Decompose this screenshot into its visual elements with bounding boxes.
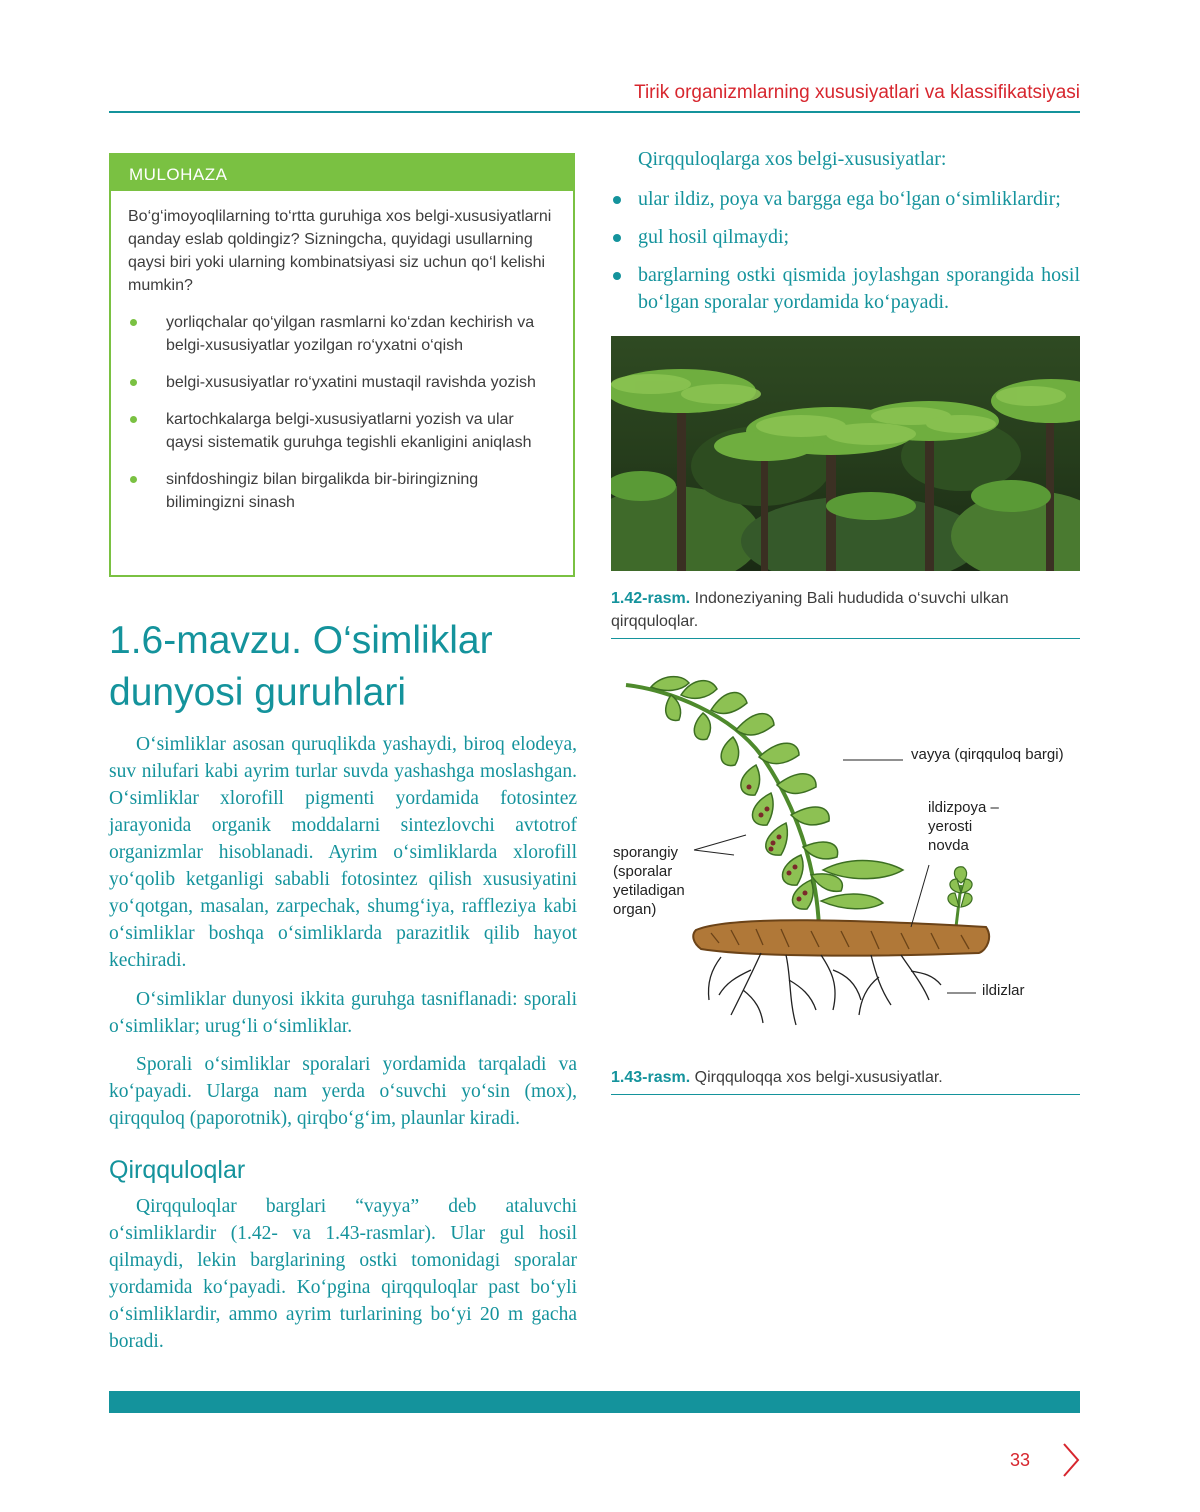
footer-bar (109, 1391, 1080, 1413)
reflection-list (128, 311, 555, 514)
label-sporangium: sporangiy (sporalar yetiladigan organ) (613, 844, 685, 918)
reflection-item: belgi-xususiyatlar ro‘yxatini mustaqil ravishda yozish (128, 371, 555, 394)
label-rhizome: ildizpoya – yerosti novda (928, 799, 999, 854)
body-paragraph: O‘simliklar asosan quruqlikda yashaydi, biroq elodeya, suv nilufari kabi ayrim turlar suvda yashashga moslashgan. O‘simliklar xlorofill pigmenti yordamida fotosintez jarayonida organik moddalarni sintezlovchi avtotrof organizmlar hisoblanadi. Ayrim o‘simliklarda xlorofill yo‘qolib ketganligi sababli fotosintez qilish xususiyatini yo‘qotgan, masalan, zarpechak, shumg‘iya, raffleziya kabi o‘simliklar boshqa o‘simliklarda parazitlik qilib hayot kechiradi. (109, 734, 577, 971)
features-list (611, 186, 1080, 327)
header-divider (109, 111, 1080, 113)
feature-item: ular ildiz, poya va bargga ega bo‘lgan o‘simliklardir; (611, 186, 1080, 213)
section-subheading: Qirqquloqlar (109, 1156, 246, 1184)
bullet-icon (130, 379, 137, 386)
body-paragraph: Sporali o‘simliklar sporalari yordamida tarqaladi va ko‘payadi. Ularga nam yerda o‘suvchi yo‘sin (mox), qirqquloq (paporotnik), qirqbo‘g‘im, plaunlar kiradi. (109, 1054, 577, 1129)
reflection-item: yorliqchalar qo‘yilgan rasmlarni ko‘zdan kechirish va belgi-xususiyatlar yozilgan ro‘yxatni o‘qish (128, 311, 555, 357)
bullet-icon (613, 196, 621, 204)
caption-divider (611, 638, 1080, 639)
topic-title: 1.6-mavzu. O‘simliklar dunyosi guruhlari (109, 619, 493, 714)
bullet-icon (613, 234, 621, 242)
caption-divider (611, 1094, 1080, 1095)
body-paragraph: O‘simliklar dunyosi ikkita guruhga tasniflanadi: sporali o‘simliklar; urug‘li o‘simliklar. (109, 989, 577, 1037)
reflection-intro: Bo‘g‘imoyoqlilarning to‘rtta guruhiga xos belgi-xususiyatlarni qanday eslab qoldingiz? Sizningcha, quyidagi usullarning qaysi biri yoki ularning kombinatsiyasi siz uchun qo‘l kelishi mumkin? (128, 208, 552, 294)
bullet-icon (130, 416, 137, 423)
reflection-box (109, 153, 575, 577)
label-roots: ildizlar (982, 982, 1025, 999)
label-frond: vayya (qirqquloq bargi) (911, 746, 1064, 763)
tree-fern-photo (611, 336, 1080, 571)
figure-caption: 1.43-rasm. Qirqquloqqa xos belgi-xususiyatlar. (611, 1069, 943, 1086)
features-intro: Qirqquloqlarga xos belgi-xususiyatlar: (638, 148, 947, 170)
running-header: Tirik organizmlarning xususiyatlari va klassifikatsiyasi (634, 82, 1080, 103)
feature-item: gul hosil qilmaydi; (611, 224, 1080, 251)
feature-item: barglarning ostki qismida joylashgan sporangida hosil bo‘lgan sporalar yordamida ko‘payadi. (611, 262, 1080, 316)
bullet-icon (130, 319, 137, 326)
reflection-item: kartochkalarga belgi-xususiyatlarni yozish va ular qaysi sistematik guruhga tegishli ekanligini aniqlash (128, 408, 555, 454)
body-paragraph: Qirqquloqlar barglari “vayya” deb ataluvchi o‘simliklardir (1.42- va 1.43-rasmlar). Ular gul hosil qilmaydi, lekin barglarining ostki tomonidagi sporalar yordamida ko‘payadi. Ko‘pgina qirqquloqlar past bo‘yli o‘simliklardir, ammo ayrim turlarining bo‘yi 20 m gacha boradi. (109, 1196, 577, 1352)
reflection-heading: MULOHAZA (111, 155, 573, 191)
bullet-icon (613, 272, 621, 280)
page-number: 33 (1010, 1450, 1031, 1470)
reflection-item: sinfdoshingiz bilan birgalikda bir-biringizning bilimingizni sinash (128, 468, 555, 514)
next-page-chevron-icon[interactable] (1060, 1442, 1082, 1478)
figure-caption: 1.42-rasm. Indoneziyaning Bali hududida o‘suvchi ulkan qirqquloqlar. (611, 590, 1009, 630)
bullet-icon (130, 476, 137, 483)
